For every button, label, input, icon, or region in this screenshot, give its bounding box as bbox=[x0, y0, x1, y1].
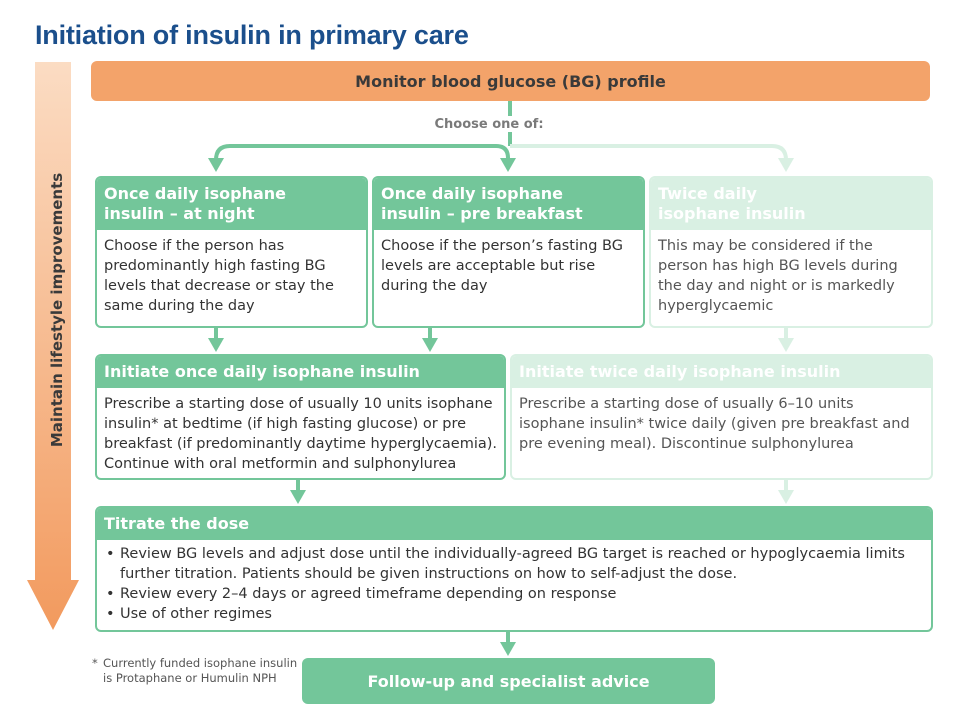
titrate-description bbox=[97, 540, 931, 630]
option-once-daily-pre-breakfast bbox=[372, 176, 645, 328]
option-description: Choose if the person has predominantly high fasting BG levels that decrease or stay the same during the day bbox=[104, 238, 334, 314]
initiate-twice-heading: Initiate twice daily isophane insulin bbox=[512, 356, 931, 388]
sidebar-label: Maintain lifestyle improvements bbox=[48, 172, 66, 448]
option-description: This may be considered if the person has high BG levels during the day and night or is markedly hyperglycaemic bbox=[658, 238, 898, 314]
titrate-bullet: • Use of other regimes bbox=[120, 604, 924, 624]
option-description: Choose if the person’s fasting BG levels are acceptable but rise during the day bbox=[381, 238, 623, 294]
option-twice-daily bbox=[649, 176, 933, 328]
arrow-to-option-1 bbox=[208, 158, 224, 172]
titrate-bullet: • Review BG levels and adjust dose until the individually-agreed BG target is reached or hypoglycaemia limits further titration. Patients should be given instructions on how to self-adjust the dose. bbox=[120, 544, 924, 584]
followup-banner: Follow-up and specialist advice bbox=[302, 658, 715, 704]
initiate-once-description: Prescribe a starting dose of usually 10 units isophane insulin* at bedtime (if high fasting glucose) or pre breakfast (if predominantly daytime hyperglycaemia). Continue with oral metformin and sulphonylurea bbox=[104, 396, 497, 472]
titrate-dose-box bbox=[95, 506, 933, 632]
option-heading: Twice daily isophane insulin bbox=[651, 178, 931, 230]
option-heading: Once daily isophane insulin – pre breakfast bbox=[374, 178, 643, 230]
page-title: Initiation of insulin in primary care bbox=[35, 20, 469, 50]
footnote-marker: * bbox=[92, 656, 98, 670]
footnote bbox=[92, 656, 297, 686]
titrate-bullet: • Review every 2–4 days or agreed timeframe depending on response bbox=[120, 584, 924, 604]
footnote-line: Currently funded isophane insulin bbox=[103, 656, 298, 670]
titrate-heading: Titrate the dose bbox=[97, 508, 931, 540]
arrow-to-option-2 bbox=[500, 158, 516, 172]
option-heading: Once daily isophane insulin – at night bbox=[97, 178, 366, 230]
initiate-twice-daily-box bbox=[510, 354, 933, 480]
option-once-daily-night bbox=[95, 176, 368, 328]
initiate-once-daily-box bbox=[95, 354, 506, 480]
monitor-bg-profile-banner: Monitor blood glucose (BG) profile bbox=[91, 61, 930, 101]
initiate-twice-description: Prescribe a starting dose of usually 6–10 units isophane insulin* twice daily (given pre breakfast and pre evening meal). Discontinue sulphonylurea bbox=[519, 396, 910, 452]
initiate-once-heading: Initiate once daily isophane insulin bbox=[97, 356, 504, 388]
footnote-line: is Protaphane or Humulin NPH bbox=[103, 671, 277, 685]
arrow-to-option-3 bbox=[778, 158, 794, 172]
choose-one-label: Choose one of: bbox=[434, 117, 544, 132]
